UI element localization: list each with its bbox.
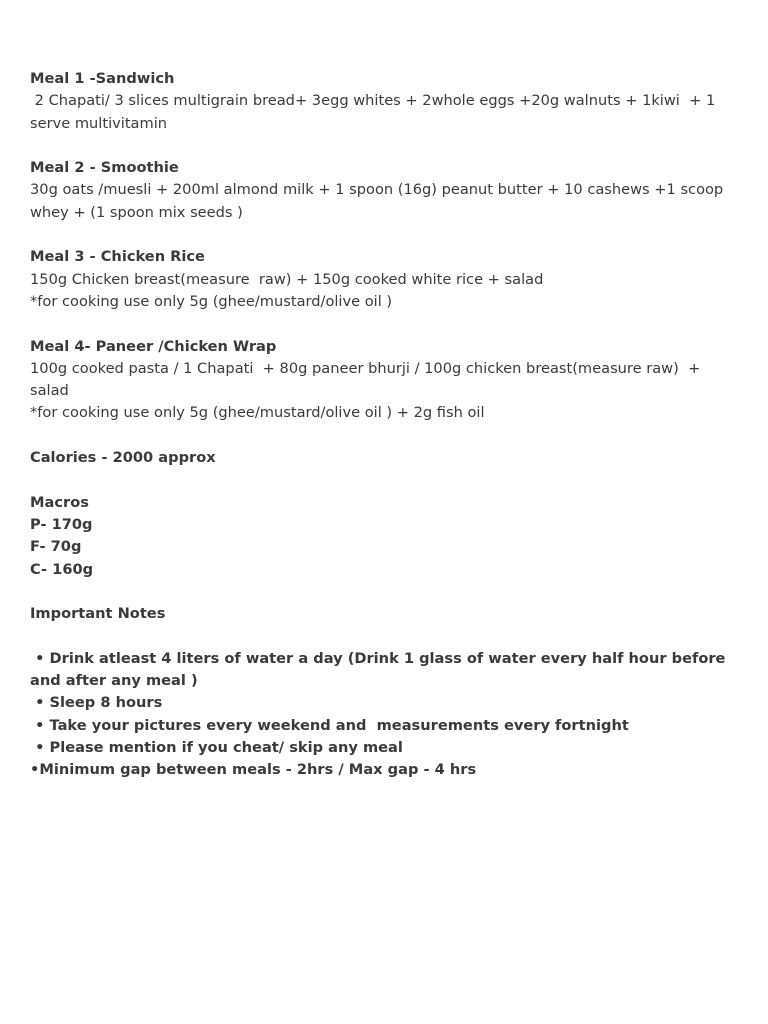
meal-2 — [30, 157, 742, 224]
meal-4 — [30, 336, 742, 425]
macro-carbs: C- 160g — [30, 560, 94, 578]
spacer — [30, 313, 742, 335]
meal-title: Meal 2 - Smoothie — [30, 159, 179, 177]
macros-section — [30, 492, 742, 581]
macro-fat: F- 70g — [30, 538, 82, 556]
spacer — [30, 581, 742, 603]
meal-title: Meal 1 -Sandwich — [30, 70, 175, 87]
spacer — [30, 224, 742, 246]
meal-description: 150g Chicken breast(measure raw) + 150g cooked white rice + salad — [30, 270, 544, 288]
meal-description: 30g oats /muesli + 200ml almond milk + 1 spoon (16g) peanut butter + 10 cashews +1 scoop whey + (1 spoon mix seeds ) — [30, 181, 728, 221]
diet-plan-document — [30, 68, 742, 782]
meal-cooking-note: *for cooking use only 5g (ghee/mustard/olive oil ) — [30, 292, 393, 310]
meal-title: Meal 4- Paneer /Chicken Wrap — [30, 337, 277, 355]
note-item: • Take your pictures every weekend and measurements every fortnight — [30, 716, 629, 734]
meal-3 — [30, 246, 742, 313]
notes-heading: Important Notes — [30, 605, 166, 623]
note-item: • Sleep 8 hours — [30, 694, 163, 712]
meal-1 — [30, 68, 742, 135]
note-item: • Please mention if you cheat/ skip any meal — [30, 738, 403, 756]
spacer — [30, 469, 742, 491]
spacer — [30, 135, 742, 157]
meal-title: Meal 3 - Chicken Rice — [30, 248, 205, 266]
meal-cooking-note: *for cooking use only 5g (ghee/mustard/olive oil ) + 2g fish oil — [30, 404, 485, 422]
calories-summary: Calories - 2000 approx — [30, 449, 216, 467]
spacer — [30, 425, 742, 447]
macro-protein: P- 170g — [30, 515, 93, 533]
spacer — [30, 625, 742, 647]
note-item: •Minimum gap between meals - 2hrs / Max gap - 4 hrs — [30, 761, 477, 779]
meal-description: 2 Chapati/ 3 slices multigrain bread+ 3egg whites + 2whole eggs +20g walnuts + 1kiwi + 1 serve multivitamin — [30, 92, 720, 132]
macros-heading: Macros — [30, 493, 89, 511]
meal-description: 100g cooked pasta / 1 Chapati + 80g paneer bhurji / 100g chicken breast(measure raw) + salad — [30, 359, 705, 400]
notes-section — [30, 603, 742, 781]
note-item: • Drink atleast 4 liters of water a day (Drink 1 glass of water every half hour before and after any meal ) — [30, 649, 731, 690]
